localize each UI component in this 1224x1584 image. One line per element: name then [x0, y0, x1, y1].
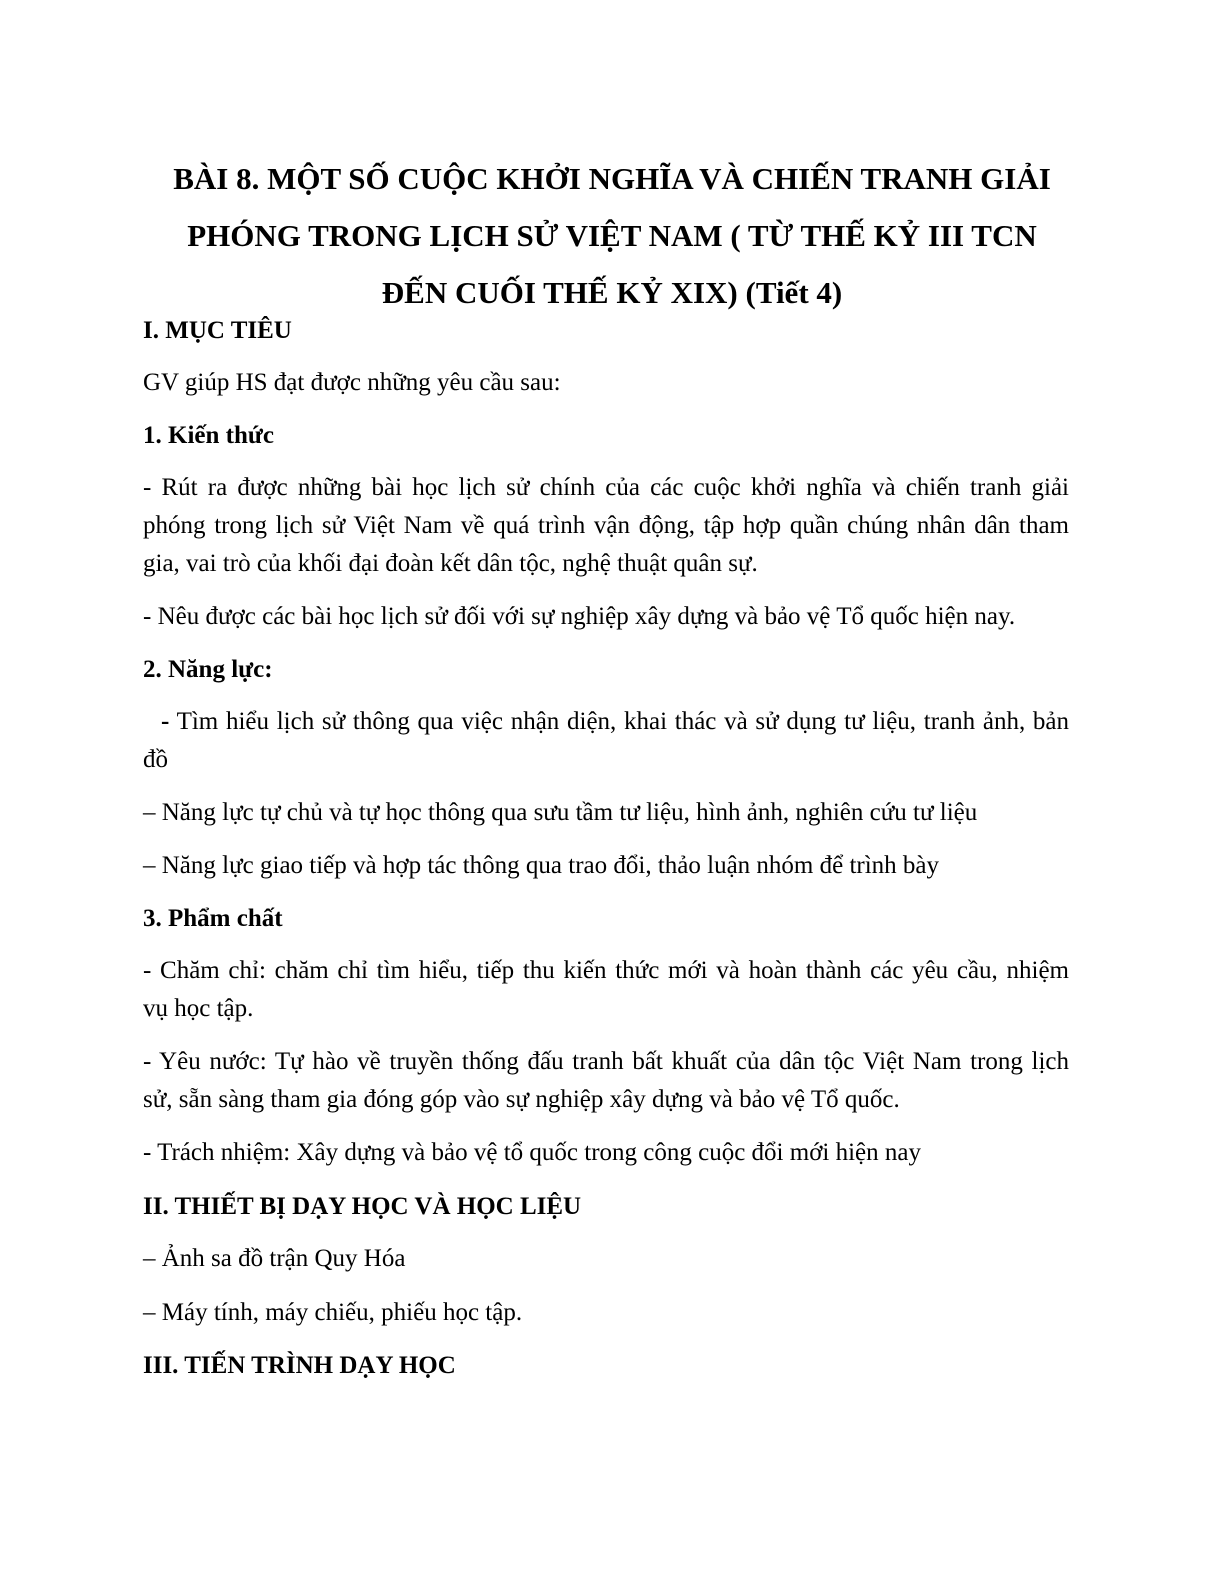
- subheading-knowledge: 1. Kiến thức: [143, 422, 274, 449]
- knowledge-item-1: [143, 469, 1069, 583]
- qualities-item-1-line-1: - Chăm chỉ: chăm chỉ tìm hiểu, tiếp thu kiến thức mới và hoàn thành các yêu cầu, nhiệm: [143, 957, 1069, 984]
- subheading-competence: 2. Năng lực:: [143, 656, 273, 683]
- subheading-qualities: 3. Phẩm chất: [143, 905, 283, 932]
- qualities-item-3: - Trách nhiệm: Xây dựng và bảo vệ tổ quốc trong công cuộc đổi mới hiện nay: [143, 1139, 922, 1166]
- qualities-item-1: [143, 952, 1069, 1028]
- knowledge-item-1-line-2: phóng trong lịch sử Việt Nam về quá trình vận động, tập hợp quần chúng nhân dân tham: [143, 512, 1069, 539]
- qualities-item-2: [143, 1043, 1069, 1119]
- competence-item-1-line-2: đồ: [143, 746, 168, 773]
- lesson-title-line-1: BÀI 8. MỘT SỐ CUỘC KHỞI NGHĨA VÀ CHIẾN TRANH GIẢI: [173, 161, 1051, 196]
- competence-item-1-line-1: [143, 703, 1069, 741]
- qualities-item-1-line-2: vụ học tập.: [143, 995, 254, 1022]
- competence-item-2: – Năng lực tự chủ và tự học thông qua sưu tầm tư liệu, hình ảnh, nghiên cứu tư liệu: [143, 799, 978, 826]
- competence-item-1: [143, 703, 1069, 779]
- equipment-item-2: – Máy tính, máy chiếu, phiếu học tập.: [143, 1299, 523, 1326]
- competence-item-1-dash: -: [161, 708, 170, 735]
- lesson-title-line-3: ĐẾN CUỐI THẾ KỶ XIX) (Tiết 4): [381, 275, 843, 310]
- lesson-title: [140, 150, 1084, 321]
- knowledge-item-2: - Nêu được các bài học lịch sử đối với sự nghiệp xây dựng và bảo vệ Tổ quốc hiện nay.: [143, 603, 1016, 630]
- equipment-item-1: – Ảnh sa đồ trận Quy Hóa: [143, 1245, 406, 1272]
- competence-item-1-text: Tìm hiểu lịch sử thông qua việc nhận diện, khai thác và sử dụng tư liệu, tranh ảnh, bản: [169, 708, 1069, 735]
- objectives-intro: GV giúp HS đạt được những yêu cầu sau:: [143, 369, 561, 396]
- qualities-item-2-line-2: sử, sẵn sàng tham gia đóng góp vào sự nghiệp xây dựng và bảo vệ Tổ quốc.: [143, 1086, 900, 1113]
- section-heading-equipment: II. THIẾT BỊ DẠY HỌC VÀ HỌC LIỆU: [143, 1193, 582, 1220]
- qualities-item-2-line-1: - Yêu nước: Tự hào về truyền thống đấu tranh bất khuất của dân tộc Việt Nam trong lịch: [143, 1048, 1069, 1075]
- section-heading-process: III. TIẾN TRÌNH DẠY HỌC: [143, 1352, 456, 1379]
- knowledge-item-1-line-3: gia, vai trò của khối đại đoàn kết dân tộc, nghệ thuật quân sự.: [143, 550, 758, 577]
- knowledge-item-1-line-1: - Rút ra được những bài học lịch sử chính của các cuộc khởi nghĩa và chiến tranh giải: [143, 474, 1069, 501]
- section-heading-objectives: I. MỤC TIÊU: [143, 317, 292, 344]
- competence-item-3: – Năng lực giao tiếp và hợp tác thông qua trao đổi, thảo luận nhóm để trình bày: [143, 852, 940, 879]
- lesson-title-line-2: PHÓNG TRONG LỊCH SỬ VIỆT NAM ( TỪ THẾ KỶ III TCN: [187, 218, 1037, 253]
